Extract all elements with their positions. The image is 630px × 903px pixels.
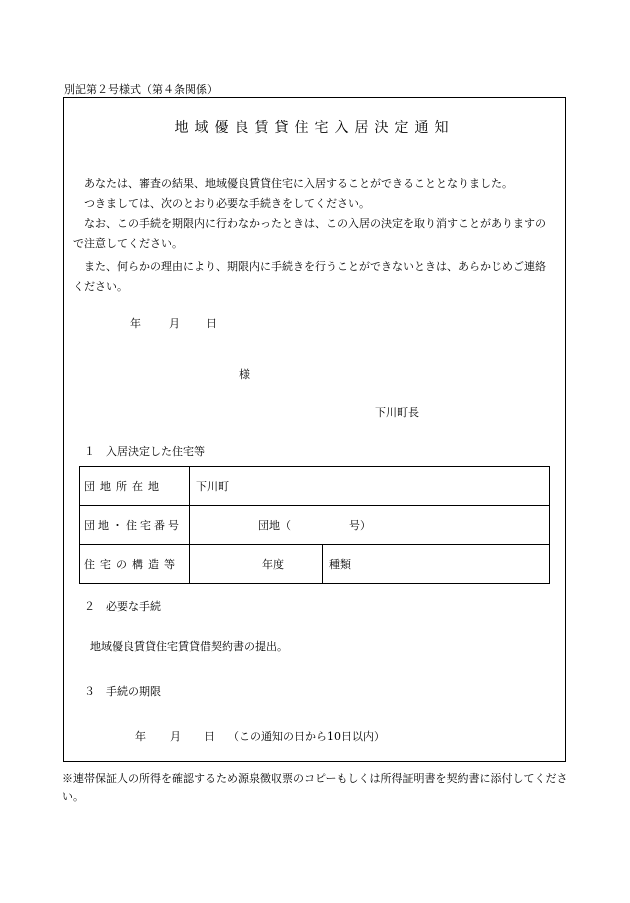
location-value: 下川町 (190, 467, 550, 506)
structure-year-cell (190, 545, 323, 584)
table-row-location (80, 467, 550, 506)
structure-type-label: 種類 (329, 557, 351, 571)
location-label: 団地所在地 (80, 467, 190, 506)
deadline-day-label: 日 (204, 730, 215, 743)
body-paragraph-4-line-2: ください。 (73, 280, 128, 293)
section-2-content: 地域優良賃貸住宅賃貸借契約書の提出。 (90, 640, 288, 653)
number-label: 団地・住宅番号 (80, 506, 190, 545)
body-paragraph-4-line-1: また、何らかの理由により、期限内に手続きを行うことができないときは、あらかじめご連絡 (84, 260, 546, 273)
table-row-number (80, 506, 550, 545)
body-paragraph-3-line-1: なお、この手続を期限内に行わなかったときは、この入居の決定を取り消すことがありますの (84, 217, 546, 230)
footnote: ※連帯保証人の所得を確認するため源泉徴収票のコピーもしくは所得証明書を契約書に添付してください。 (62, 772, 568, 803)
housing-info-table (79, 466, 550, 584)
section-2-heading: ２ 必要な手続 (84, 600, 161, 613)
table-row-structure (80, 545, 550, 584)
number-value (190, 506, 550, 545)
body-paragraph-3-line-2: で注意してください。 (73, 237, 183, 250)
addressee-suffix: 様 (239, 368, 250, 381)
date-year-label: 年 (130, 317, 141, 330)
deadline-note: （この通知の日から10日以内） (228, 730, 385, 743)
structure-label: 住宅の構造等 (80, 545, 190, 584)
issuer-name: 下川町長 (375, 406, 419, 419)
structure-type-cell (323, 545, 550, 584)
form-number: 別記第２号様式（第４条関係） (64, 83, 218, 96)
number-value-suffix: 号） (349, 518, 371, 532)
deadline-year-label: 年 (135, 730, 146, 743)
document-title: 地域優良賃貸住宅入居決定通知 (174, 120, 455, 136)
number-value-prefix: 団地（ (258, 518, 291, 532)
date-month-label: 月 (169, 317, 180, 330)
body-paragraph-1: あなたは、審査の結果、地域優良賃貸住宅に入居することができることとなりました。 (84, 177, 513, 190)
date-day-label: 日 (206, 317, 217, 330)
section-1-heading: １ 入居決定した住宅等 (84, 445, 205, 458)
deadline-month-label: 月 (170, 730, 181, 743)
structure-year-label: 年度 (262, 557, 284, 571)
body-paragraph-2: つきましては、次のとおり必要な手続きをしてください。 (84, 197, 370, 210)
section-3-heading: ３ 手続の期限 (84, 685, 161, 698)
